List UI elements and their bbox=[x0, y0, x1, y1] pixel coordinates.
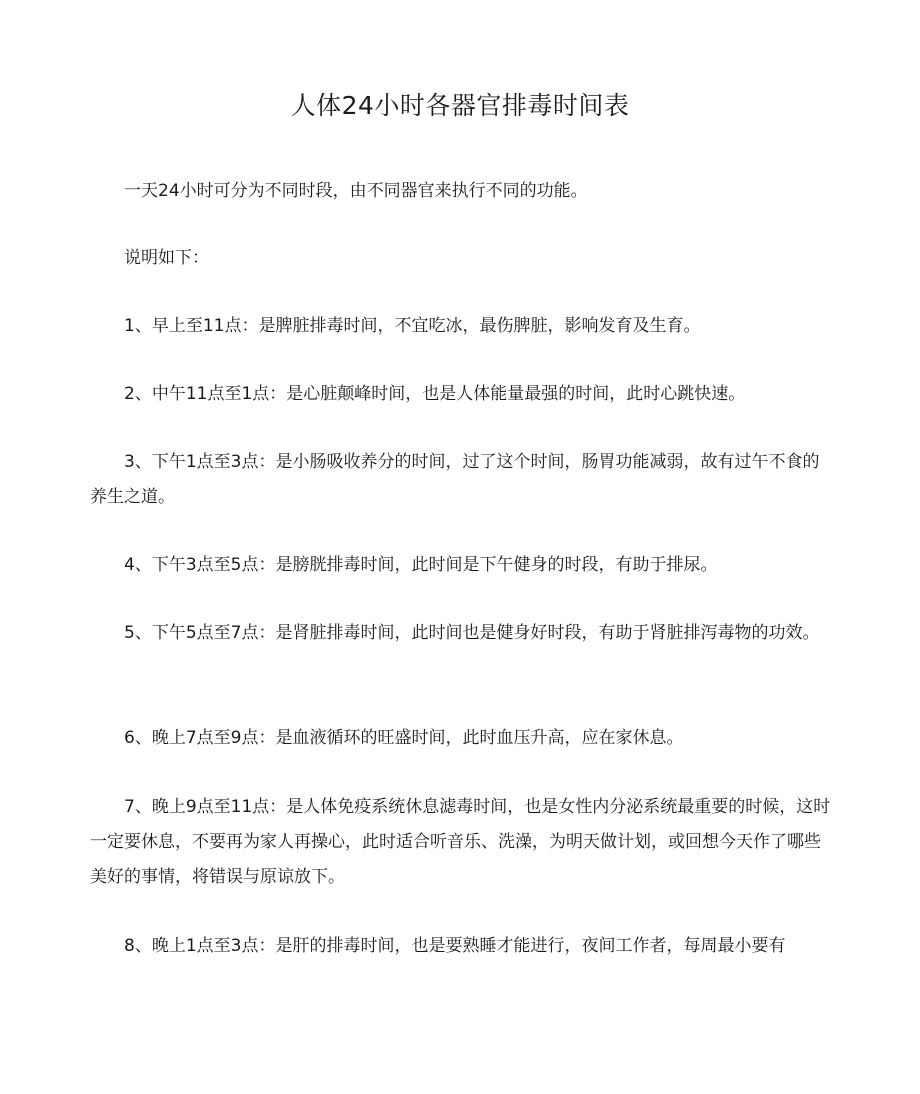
explain-label: 说明如下： bbox=[124, 248, 209, 268]
list-item: 2、中午11点至1点：是心脏颠峰时间，也是人体能量最强的时间，此时心跳快速。 bbox=[124, 384, 746, 404]
intro-paragraph: 一天24小时可分为不同时段，由不同器官来执行不同的功能。 bbox=[124, 181, 588, 201]
list-item: 1、早上至11点：是脾脏排毒时间，不宜吃冰，最伤脾脏，影响发育及生育。 bbox=[124, 316, 701, 336]
list-item: 3、下午1点至3点：是小肠吸收养分的时间，过了这个时间，肠胃功能减弱，故有过午不食的养生之道。 bbox=[90, 452, 820, 507]
list-item: 7、晚上9点至11点：是人体免疫系统休息滤毒时间，也是女性内分泌系统最重要的时候，这时一定要休息，不要再为家人再操心，此时适合听音乐、洗澡，为明天做计划，或回想今天作了哪些美好的事情，将错误与原谅放下。 bbox=[90, 797, 831, 887]
document-title: 人体24小时各器官排毒时间表 bbox=[290, 91, 630, 120]
list-item: 8、晚上1点至3点：是肝的排毒时间，也是要熟睡才能进行，夜间工作者，每周最小要有 bbox=[124, 936, 786, 956]
list-item: 5、下午5点至7点：是肾脏排毒时间，此时间也是健身好时段，有助于肾脏排泻毒物的功效。 bbox=[124, 623, 820, 643]
list-item: 4、下午3点至5点：是膀胱排毒时间，此时间是下午健身的时段，有助于排尿。 bbox=[124, 555, 718, 575]
list-item: 6、晚上7点至9点：是血液循环的旺盛时间，此时血压升高，应在家休息。 bbox=[124, 728, 684, 748]
